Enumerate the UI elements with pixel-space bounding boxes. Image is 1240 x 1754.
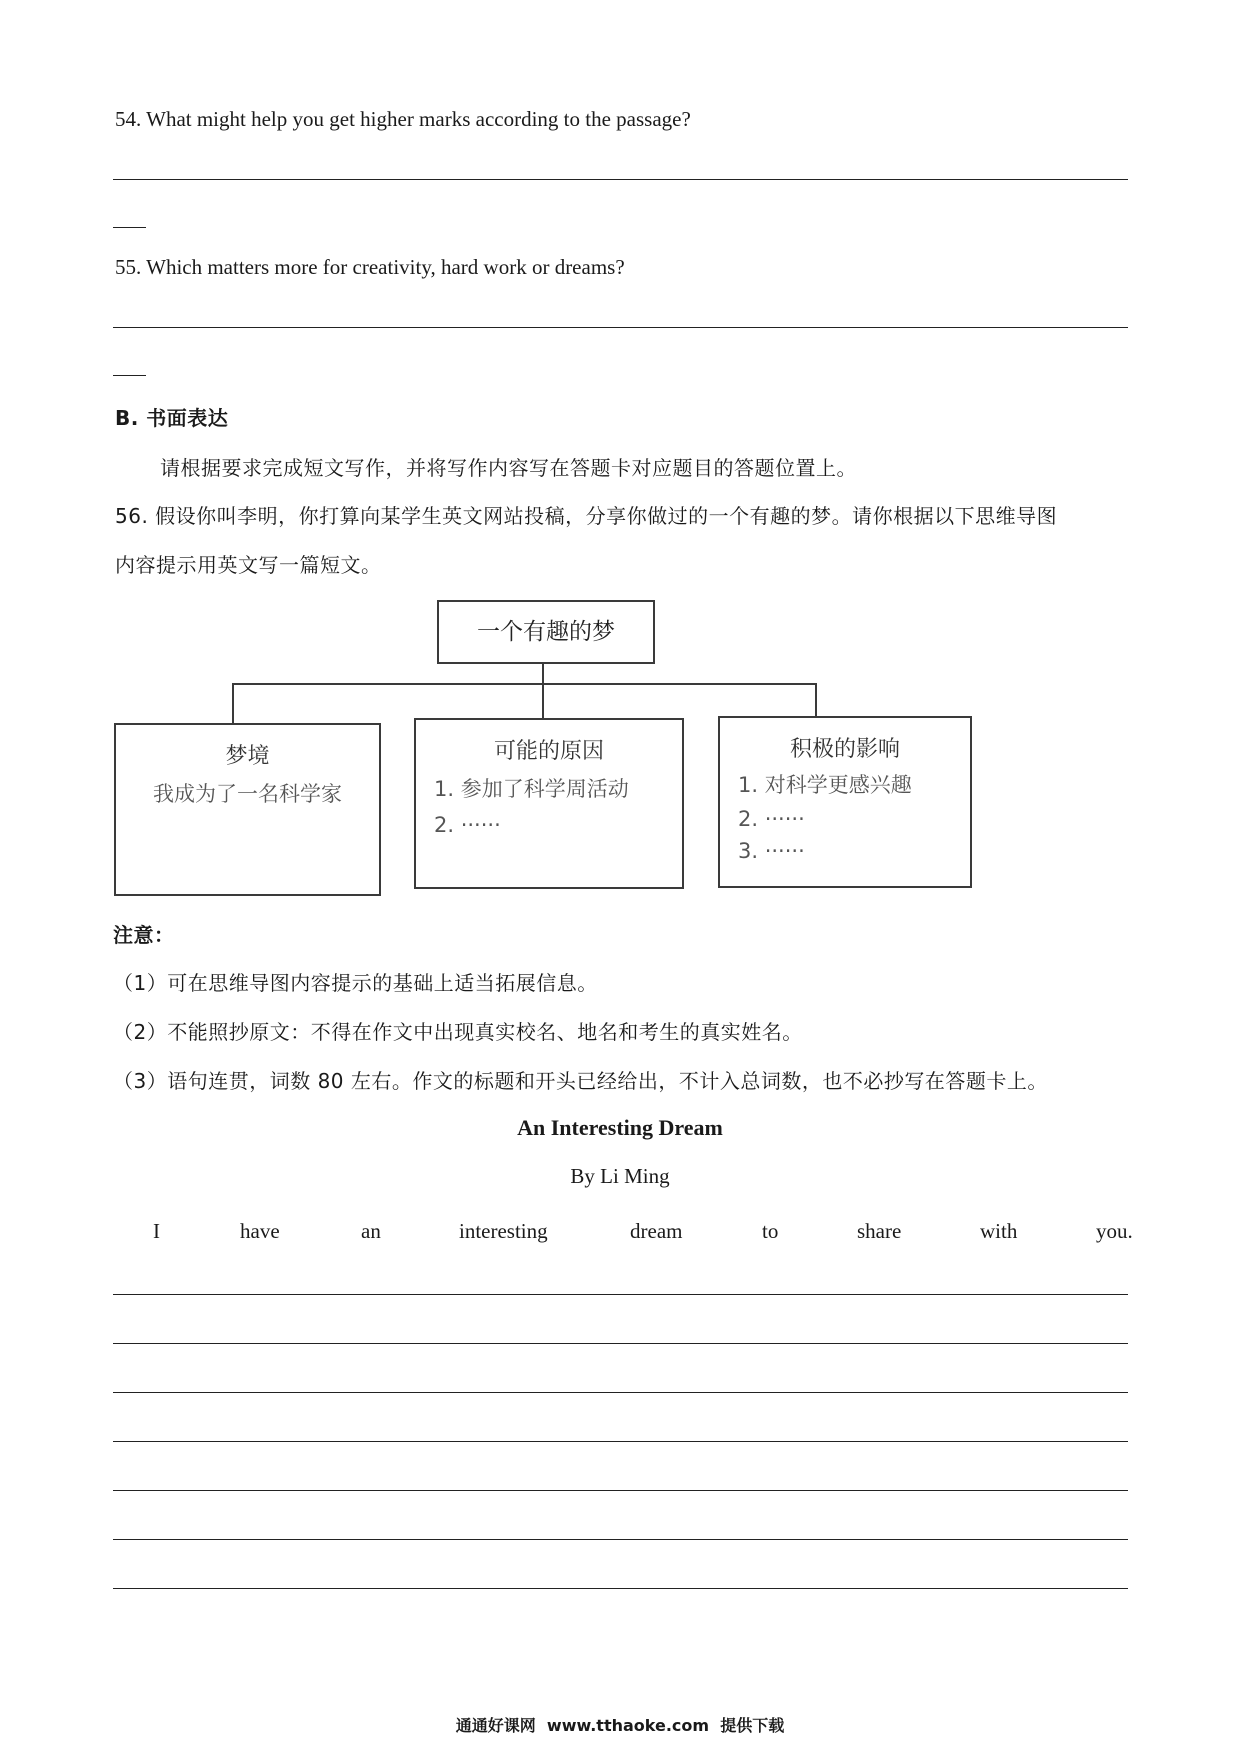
essay-title: An Interesting Dream [517,1115,723,1140]
mindmap-branch-dream [114,723,381,896]
answer-line-55-end [113,375,146,376]
branch-title: 积极的影响 [789,737,900,762]
opening-word: to [762,1219,779,1243]
essay-byline: By Li Ming [570,1164,670,1188]
opening-word: dream [630,1219,683,1243]
branch-line: 2. ······ [434,813,501,837]
section-heading: B. 书面表达 [115,406,229,430]
mindmap-branch-reasons [414,718,684,889]
writing-line[interactable] [113,1441,1128,1442]
note-item-3: （3）语句连贯，词数 80 左右。作文的标题和开头已经给出，不计入总词数，也不必抄写在答题卡上。 [113,1069,1048,1093]
branch-line: 3. ······ [738,839,805,863]
writing-line[interactable] [113,1294,1128,1295]
writing-prompt-line-1: 56. 假设你叫李明，你打算向某学生英文网站投稿，分享你做过的一个有趣的梦。请你根据以下思维导图 [115,504,1058,528]
answer-line-54[interactable] [113,179,1128,180]
opening-word: I [153,1219,160,1243]
mindmap-root-box [437,600,655,664]
mindmap-connector [232,683,234,724]
note-item-2: （2）不能照抄原文：不得在作文中出现真实校名、地名和考生的真实姓名。 [113,1020,803,1044]
mindmap-branch-effects [718,716,972,888]
answer-line-55[interactable] [113,327,1128,328]
opening-word: share [857,1219,902,1243]
question-54: 54. What might help you get higher marks according to the passage? [115,107,691,131]
writing-line[interactable] [113,1343,1128,1344]
branch-line: 1. 参加了科学周活动 [434,777,629,801]
notes-heading: 注意： [113,923,175,947]
answer-line-54-end [113,227,146,228]
note-item-1: （1）可在思维导图内容提示的基础上适当拓展信息。 [113,971,598,995]
writing-line[interactable] [113,1588,1128,1589]
branch-line: 2. ······ [738,807,805,831]
mindmap-connector [815,683,817,717]
mindmap-root-label: 一个有趣的梦 [477,619,615,645]
opening-word: you. [1096,1219,1133,1243]
branch-line: 1. 对科学更感兴趣 [738,773,912,797]
opening-word: an [361,1219,381,1243]
section-instruction: 请根据要求完成短文写作，并将写作内容写在答题卡对应题目的答题位置上。 [160,456,857,480]
opening-word: have [240,1219,280,1243]
writing-line[interactable] [113,1490,1128,1491]
branch-title: 可能的原因 [493,739,604,764]
question-55: 55. Which matters more for creativity, hard work or dreams? [115,255,625,279]
writing-prompt-line-2: 内容提示用英文写一篇短文。 [115,553,382,577]
footer-watermark: 通通好课网 www.tthaoke.com 提供下载 [455,1716,785,1735]
opening-word: interesting [459,1219,548,1243]
mindmap-connector [542,662,544,684]
branch-line: 我成为了一名科学家 [153,782,342,806]
opening-word: with [980,1219,1018,1243]
branch-title: 梦境 [225,744,270,769]
writing-line[interactable] [113,1392,1128,1393]
mindmap-connector [542,683,544,719]
mindmap-connector [232,683,816,685]
writing-line[interactable] [113,1539,1128,1540]
